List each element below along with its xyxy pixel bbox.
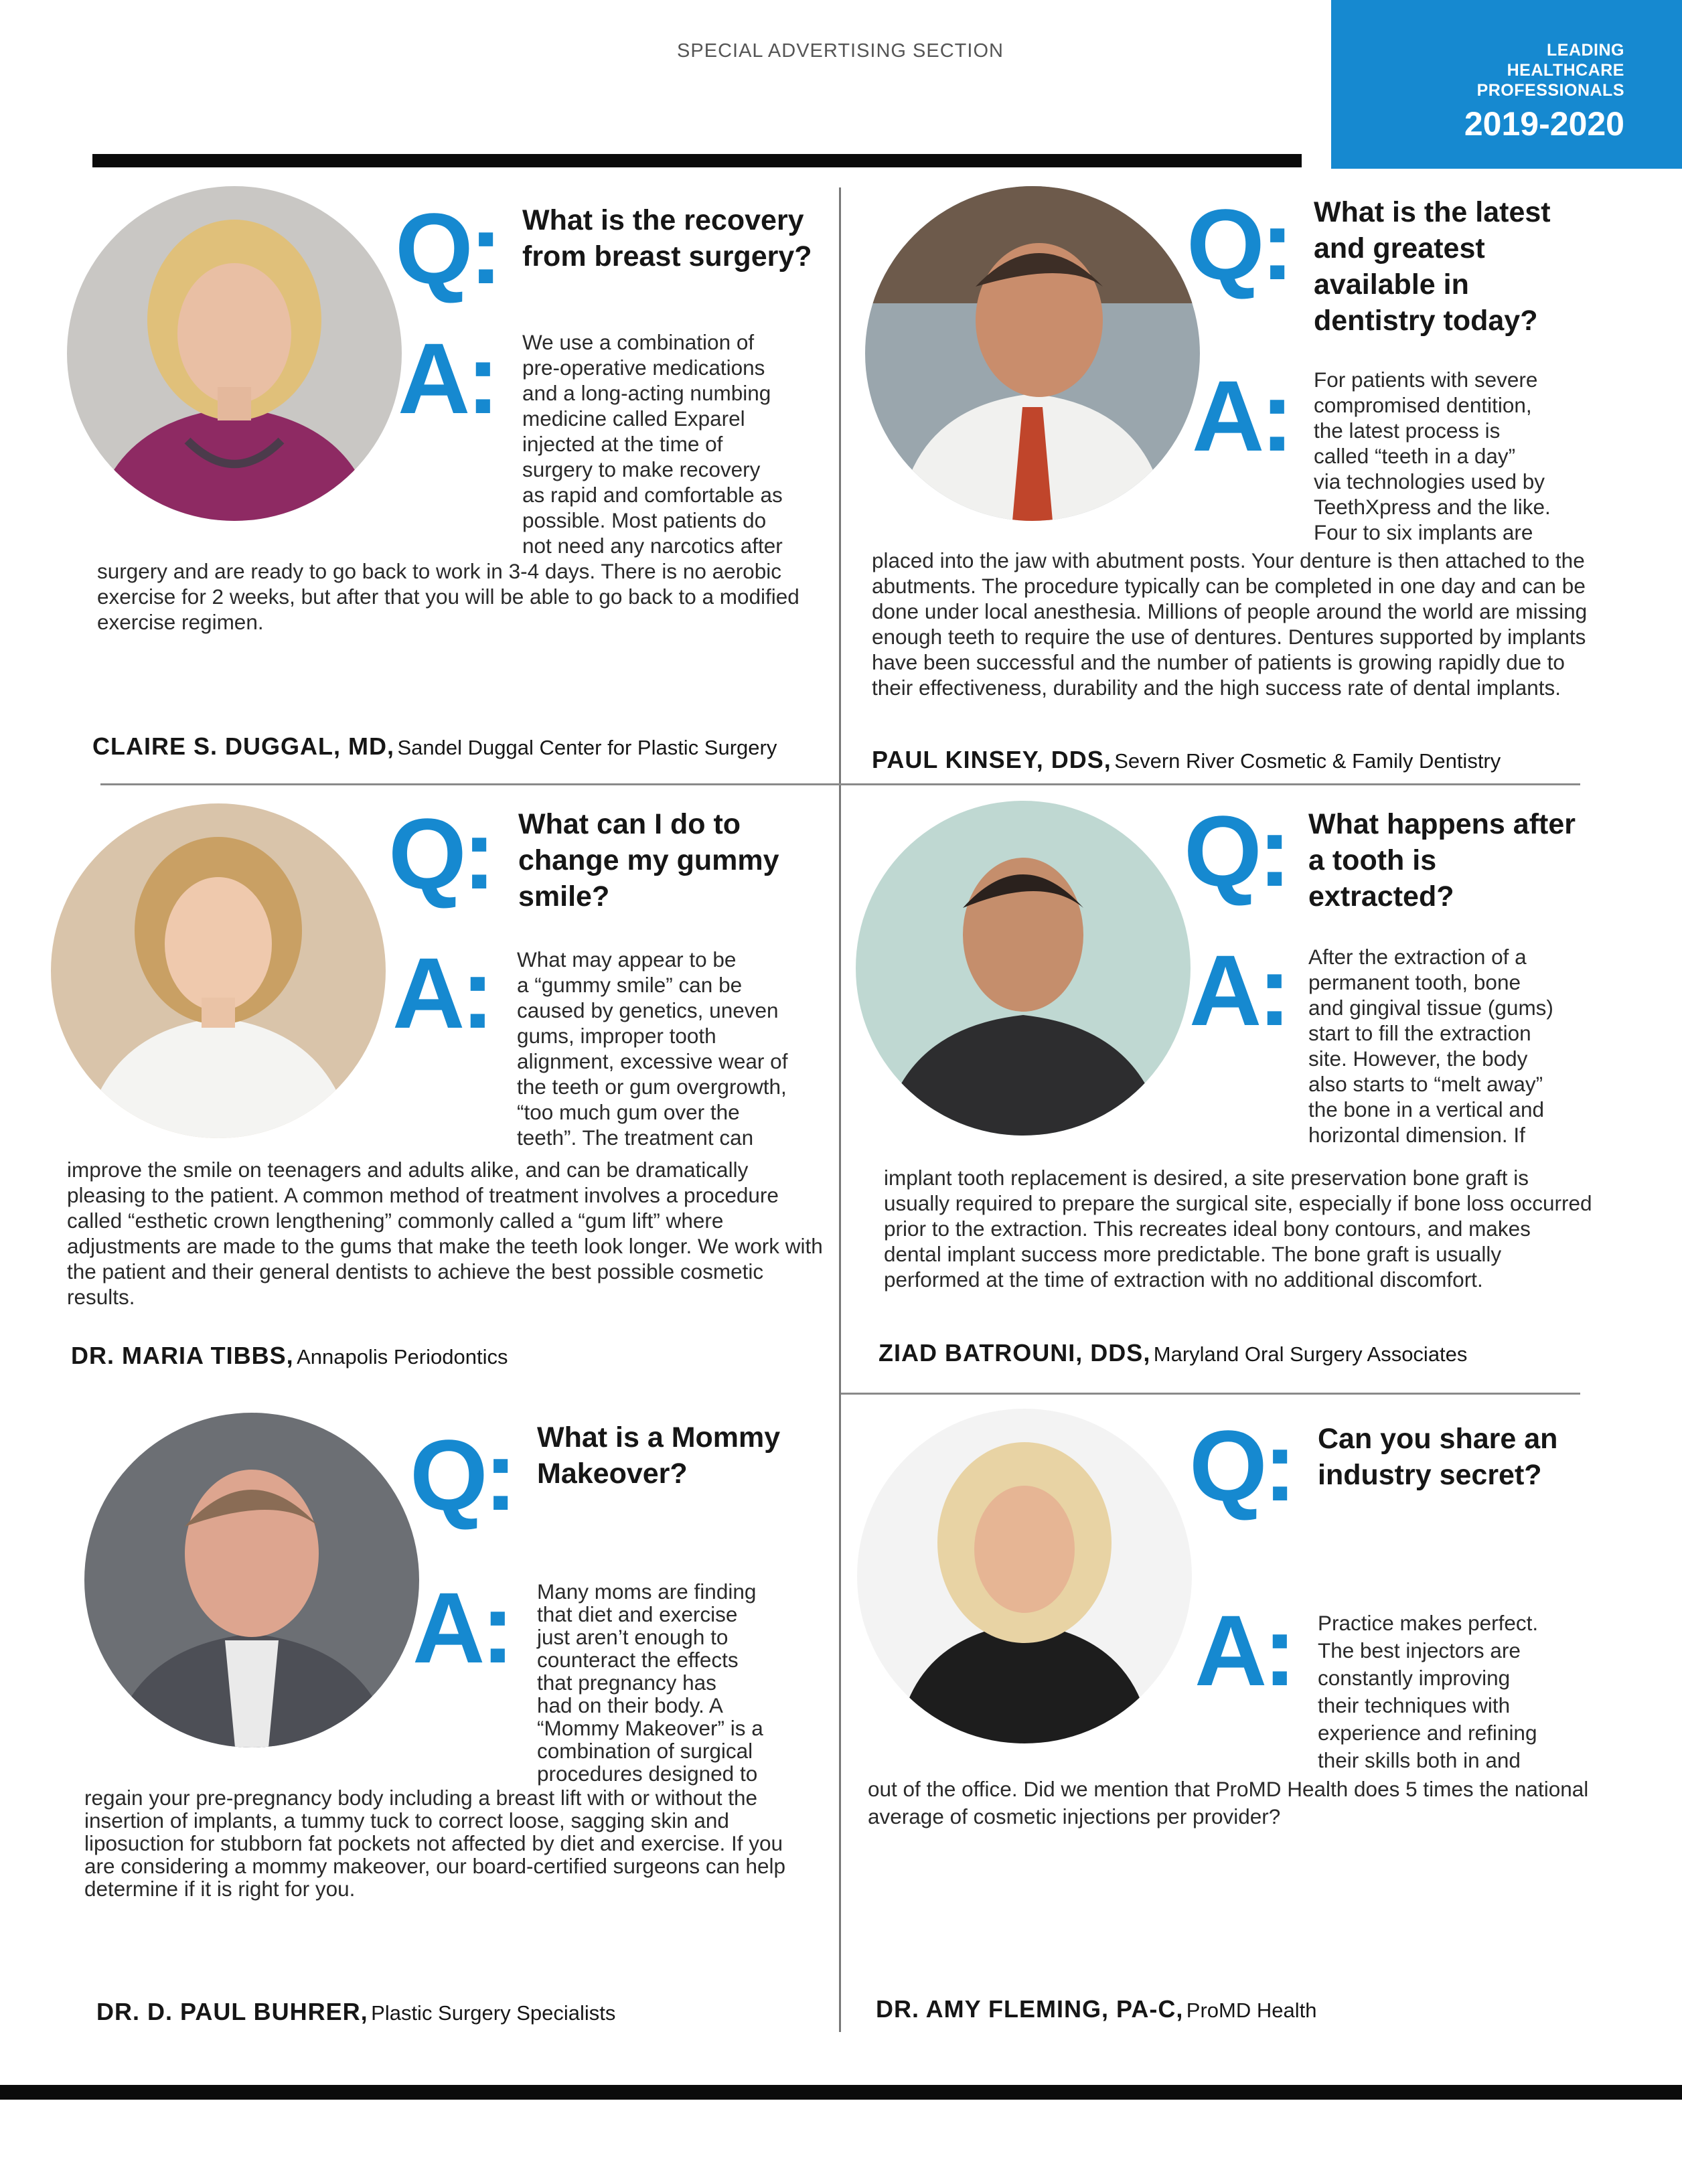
answer-line: not need any narcotics after <box>522 534 783 558</box>
answer-line: possible. Most patients do <box>522 508 767 532</box>
answer-line: constantly improving <box>1318 1666 1511 1690</box>
q-mark: Q: <box>388 797 492 910</box>
practice-name: Sandel Duggal Center for Plastic Surgery <box>397 736 777 759</box>
answer-line: After the extraction of a <box>1308 945 1527 969</box>
answer-line: Practice makes perfect. <box>1318 1611 1539 1635</box>
doctor-name: PAUL KINSEY, DDS, <box>872 746 1112 773</box>
answer-line: What may appear to be <box>517 947 737 971</box>
answer-line: TeethXpress and the like. <box>1314 495 1551 519</box>
answer-line: medicine called Exparel <box>522 406 745 431</box>
answer-line: “too much gum over the <box>517 1100 740 1124</box>
answer-line: via technologies used by <box>1314 469 1545 493</box>
portrait-photo <box>67 186 402 521</box>
answer-line: a “gummy smile” can be <box>517 973 743 997</box>
answer-continuation: implant tooth replacement is desired, a site preservation bone graft is usually required to prepare the surgical site, especially if bone loss occurred prior to the extraction. This recreates ideal bony contours, and makes dental implant success more predictable. The bone graft is usually performed at the time of extraction with no additional discomfort. <box>884 1166 1592 1292</box>
answer-line: gums, improper tooth <box>517 1024 716 1048</box>
row-divider-1 <box>100 783 1580 785</box>
answer-line: experience and refining <box>1318 1721 1537 1745</box>
question-text: What happens after a tooth is extracted? <box>1308 808 1576 913</box>
answer-line: that diet and exercise <box>537 1602 738 1626</box>
badge-line-3: PROFESSIONALS <box>1476 81 1624 100</box>
question-text: Can you share an industry secret? <box>1318 1423 1558 1491</box>
answer-line: permanent tooth, bone <box>1308 970 1521 994</box>
q-mark: Q: <box>1184 795 1288 907</box>
answer-lead <box>1314 367 1595 545</box>
signature <box>872 746 1501 774</box>
practice-name: ProMD Health <box>1186 1999 1317 2022</box>
answer-continuation: surgery and are ready to go back to work in 3-4 days. There is no aerobic exercise for 2 weeks, but after that you will be able to go back to a modified exercise regimen. <box>97 559 799 634</box>
answer-line: teeth”. The treatment can <box>517 1125 754 1150</box>
question-text: What can I do to change my gummy smile? <box>518 808 779 913</box>
answer-line: called “teeth in a day” <box>1314 444 1516 468</box>
answer-line: “Mommy Makeover” is a <box>537 1716 763 1740</box>
answer-line: as rapid and comfortable as <box>522 483 783 507</box>
answer-line: horizontal dimension. If <box>1308 1123 1525 1147</box>
answer-line: caused by genetics, uneven <box>517 998 779 1022</box>
answer-line: alignment, excessive wear of <box>517 1049 788 1073</box>
portrait-photo <box>856 801 1191 1136</box>
top-rule <box>92 154 1302 167</box>
answer-line: injected at the time of <box>522 432 723 456</box>
portrait-photo <box>865 186 1200 521</box>
a-mark: A: <box>1192 360 1290 472</box>
portrait-photo <box>84 1413 419 1747</box>
answer-line: combination of surgical <box>537 1739 753 1763</box>
answer-line: counteract the effects <box>537 1648 739 1672</box>
answer-line: Many moms are finding <box>537 1579 757 1604</box>
answer-line: pre-operative medications <box>522 356 765 380</box>
answer-line: that pregnancy has <box>537 1670 716 1695</box>
doctor-name: DR. MARIA TIBBS, <box>71 1342 294 1369</box>
q-mark: Q: <box>410 1419 514 1531</box>
answer-continuation: regain your pre-pregnancy body including a breast lift with or without the insertion of implants, a tummy tuck to correct loose, sagging skin and liposuction for stubborn fat pockets not affected by diet and exercise. If you are considering a mommy makeover, our board-certified surgeons can help determine if it is right for you. <box>84 1786 786 1901</box>
a-mark: A: <box>1189 934 1288 1046</box>
answer-lead <box>537 1580 832 1785</box>
answer-line: The best injectors are <box>1318 1638 1521 1662</box>
answer-lead <box>517 947 832 1150</box>
doctor-name: CLAIRE S. DUGGAL, MD, <box>92 732 394 760</box>
answer-line: also starts to “melt away” <box>1308 1072 1543 1096</box>
answer-line: procedures designed to <box>537 1762 758 1786</box>
signature <box>876 1995 1316 2023</box>
signature <box>96 1998 615 2026</box>
answer-continuation: improve the smile on teenagers and adults alike, and can be dramatically pleasing to the patient. A common method of treatment involves a procedure called “esthetic crown lengthening” commonly called a “gum lift” where adjustments are made to the gums that make the teeth look longer. We work with the patient and their general dentists to achieve the best possible cosmetic results. <box>67 1158 823 1309</box>
portrait-photo <box>51 803 386 1138</box>
answer-lead <box>522 329 830 558</box>
a-mark: A: <box>1195 1594 1293 1707</box>
column-divider <box>839 187 841 2032</box>
doctor-name: ZIAD BATROUNI, DDS, <box>878 1339 1151 1367</box>
answer-line: their skills both in and <box>1318 1748 1521 1772</box>
row-divider-2 <box>841 1393 1580 1395</box>
q-mark: Q: <box>1189 1409 1293 1522</box>
answer-line: compromised dentition, <box>1314 393 1532 417</box>
bottom-rule <box>0 2085 1682 2100</box>
practice-name: Maryland Oral Surgery Associates <box>1153 1342 1468 1366</box>
badge-line-2: HEALTHCARE <box>1507 61 1624 80</box>
portrait-photo <box>857 1409 1192 1743</box>
signature <box>71 1342 508 1370</box>
answer-line: surgery to make recovery <box>522 457 761 481</box>
answer-continuation: placed into the jaw with abutment posts. Your denture is then attached to the abutments. The procedure typically can be completed in one day and can be done under local anesthesia. Millions of people around the world are missing enough teeth to require the use of dentures. Dentures supported by implants have been successful and the number of patients is growing rapidly due to their effectiveness, durability and the high success rate of dental implants. <box>872 548 1588 700</box>
answer-line: For patients with severe <box>1314 368 1538 392</box>
answer-line: their techniques with <box>1318 1693 1511 1717</box>
q-mark: Q: <box>395 192 499 305</box>
question-text: What is the recovery from breast surgery? <box>522 204 812 272</box>
answer-line: start to fill the extraction <box>1308 1021 1531 1045</box>
a-mark: A: <box>398 322 496 435</box>
leading-professionals-badge <box>1331 0 1682 169</box>
signature <box>92 732 777 761</box>
answer-line: had on their body. A <box>537 1693 723 1717</box>
section-label: SPECIAL ADVERTISING SECTION <box>677 40 1004 62</box>
answer-line: the teeth or gum overgrowth, <box>517 1075 787 1099</box>
practice-name: Annapolis Periodontics <box>297 1345 508 1369</box>
a-mark: A: <box>412 1571 511 1684</box>
signature <box>878 1339 1467 1367</box>
answer-line: just aren’t enough to <box>537 1625 729 1649</box>
doctor-name: DR. AMY FLEMING, PA-C, <box>876 1995 1184 2023</box>
answer-continuation: out of the office. Did we mention that ProMD Health does 5 times the national average of cosmetic injections per provider? <box>868 1777 1589 1828</box>
answer-lead <box>1318 1610 1606 1774</box>
answer-line: the latest process is <box>1314 418 1501 443</box>
q-mark: Q: <box>1187 188 1290 301</box>
answer-line: Four to six implants are <box>1314 520 1533 544</box>
badge-line-1: LEADING <box>1547 41 1624 60</box>
badge-year: 2019-2020 <box>1464 105 1624 143</box>
answer-line: We use a combination of <box>522 330 755 354</box>
answer-line: and a long-acting numbing <box>522 381 771 405</box>
answer-line: site. However, the body <box>1308 1046 1528 1071</box>
answer-lead <box>1308 944 1603 1148</box>
question-text: What is the latest and greatest available in dentistry today? <box>1314 196 1551 337</box>
practice-name: Plastic Surgery Specialists <box>371 2001 616 2025</box>
question-text: What is a Mommy Makeover? <box>537 1421 781 1490</box>
answer-line: and gingival tissue (gums) <box>1308 996 1553 1020</box>
doctor-name: DR. D. PAUL BUHRER, <box>96 1998 368 2025</box>
practice-name: Severn River Cosmetic & Family Dentistry <box>1114 749 1501 773</box>
answer-line: the bone in a vertical and <box>1308 1097 1544 1121</box>
a-mark: A: <box>392 937 491 1049</box>
